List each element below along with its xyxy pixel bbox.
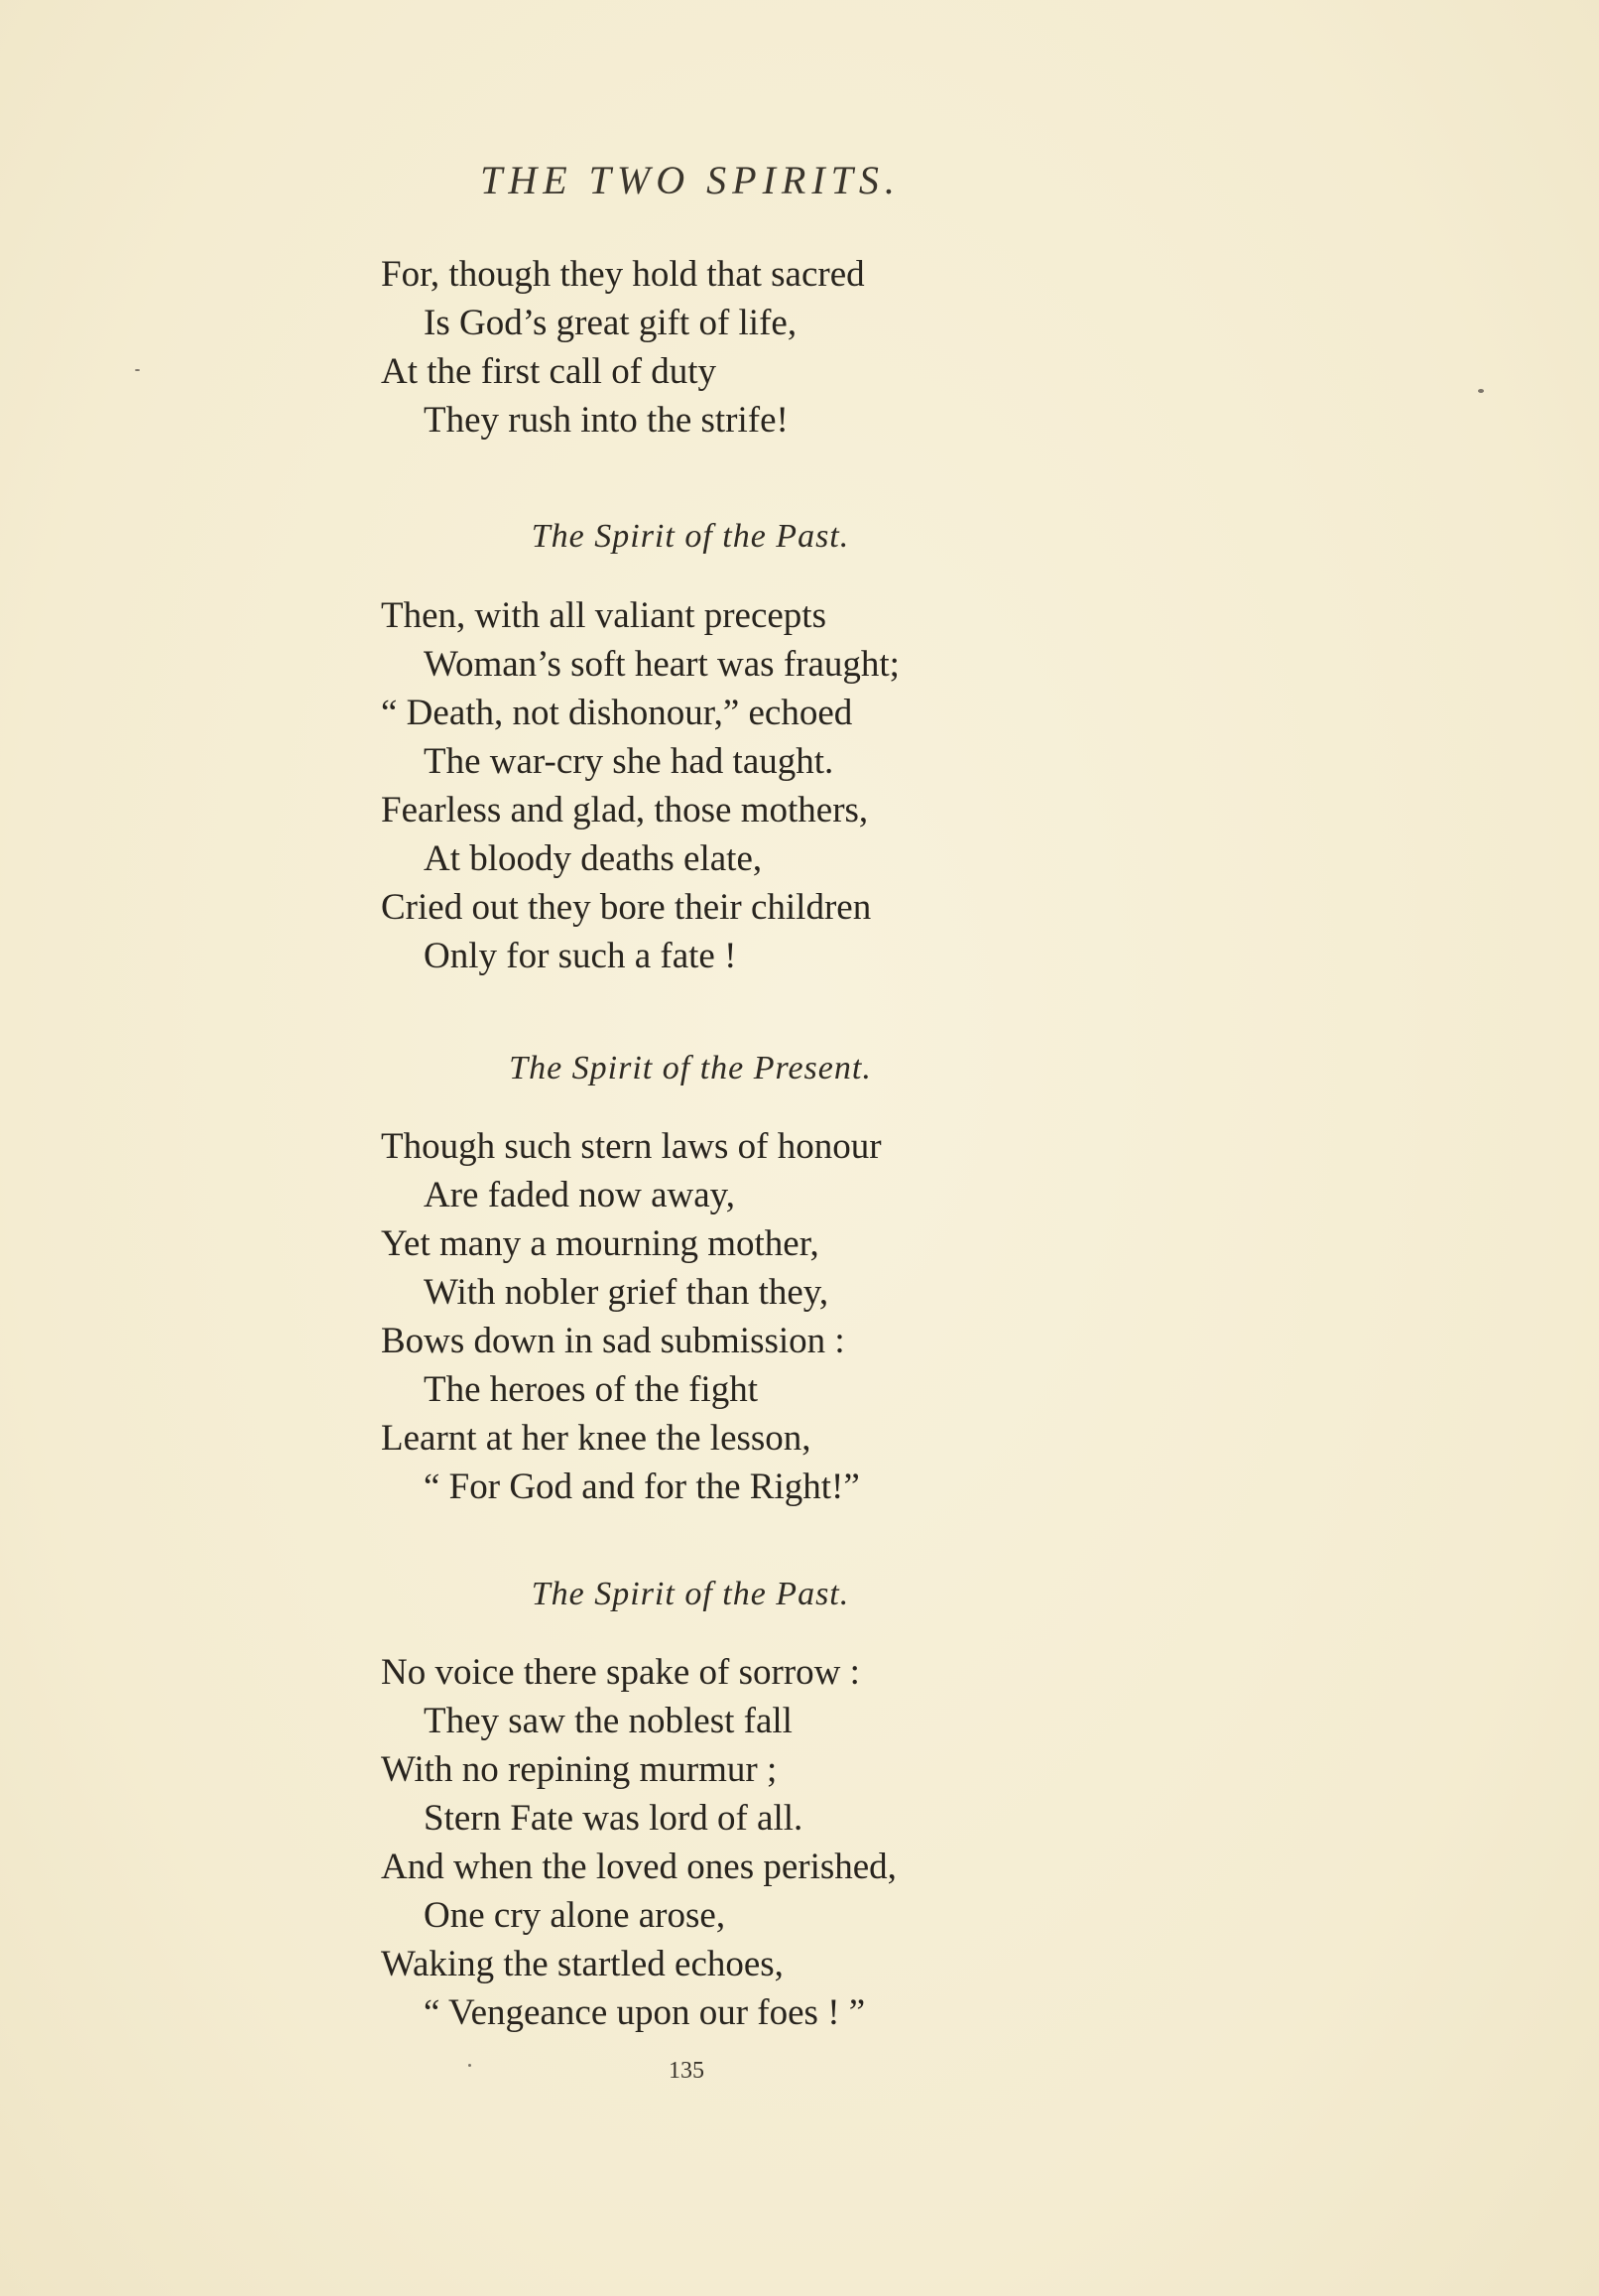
verse-line: The heroes of the fight bbox=[424, 1369, 758, 1410]
running-head: THE TWO SPIRITS. bbox=[480, 158, 901, 202]
verse-line: They saw the noblest fall bbox=[424, 1701, 793, 1741]
speaker-heading: The Spirit of the Past. bbox=[531, 1576, 850, 1612]
verse-line: For, though they hold that sacred bbox=[381, 254, 865, 295]
stanza-2 bbox=[381, 591, 1254, 980]
verse-line: They rush into the strife! bbox=[424, 400, 789, 441]
verse-line: The war-cry she had taught. bbox=[424, 741, 834, 782]
verse-line: Learnt at her knee the lesson, bbox=[381, 1418, 811, 1459]
verse-line: Yet many a mourning mother, bbox=[381, 1223, 819, 1264]
verse-line: At the first call of duty bbox=[381, 351, 717, 392]
paper-speck bbox=[1478, 389, 1484, 393]
verse-line: Only for such a fate ! bbox=[424, 936, 737, 976]
verse-line: And when the loved ones perished, bbox=[381, 1847, 897, 1887]
verse-line: With nobler grief than they, bbox=[424, 1272, 829, 1313]
verse-line: “ Vengeance upon our foes ! ” bbox=[424, 1992, 866, 2033]
verse-line: Though such stern laws of honour bbox=[381, 1126, 882, 1167]
stanza-1 bbox=[381, 250, 1254, 445]
verse-line: At bloody deaths elate, bbox=[424, 838, 763, 879]
verse-line: One cry alone arose, bbox=[424, 1895, 726, 1936]
verse-line: Stern Fate was lord of all. bbox=[424, 1798, 803, 1839]
verse-line: “ For God and for the Right!” bbox=[424, 1467, 860, 1507]
verse-line: Woman’s soft heart was fraught; bbox=[424, 644, 900, 685]
verse-line: Is God’s great gift of life, bbox=[424, 303, 798, 343]
paper-speck bbox=[135, 369, 140, 371]
stanza-4 bbox=[381, 1648, 1254, 2037]
paper-speck bbox=[468, 2064, 471, 2067]
verse-line: Bows down in sad submission : bbox=[381, 1321, 845, 1361]
speaker-heading: The Spirit of the Present. bbox=[509, 1050, 872, 1086]
verse-line: Cried out they bore their children bbox=[381, 887, 872, 928]
verse-line: No voice there spake of sorrow : bbox=[381, 1652, 860, 1693]
stanza-3 bbox=[381, 1122, 1254, 1511]
verse-line: With no repining murmur ; bbox=[381, 1749, 778, 1790]
speaker-heading: The Spirit of the Past. bbox=[531, 518, 850, 555]
verse-line: Are faded now away, bbox=[424, 1175, 736, 1215]
verse-line: “ Death, not dishonour,” echoed bbox=[381, 693, 853, 733]
verse-line: Fearless and glad, those mothers, bbox=[381, 790, 869, 830]
page-number: 135 bbox=[669, 2058, 704, 2084]
verse-line: Waking the startled echoes, bbox=[381, 1944, 784, 1984]
verse-line: Then, with all valiant precepts bbox=[381, 595, 826, 636]
